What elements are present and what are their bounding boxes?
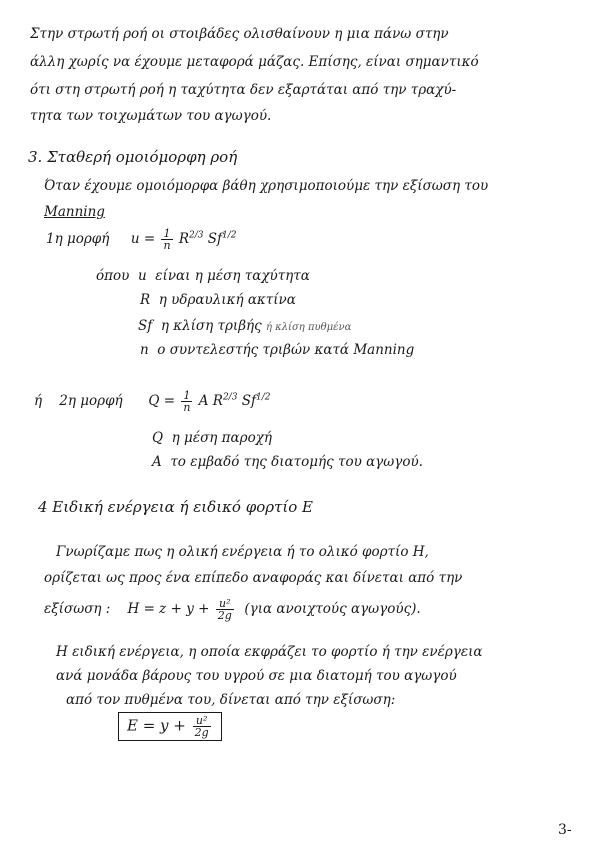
def-n (140, 344, 414, 358)
box-numerator: u² (193, 715, 211, 727)
box-fraction (193, 715, 211, 738)
para1-line-2: άλλη χωρίς να έχουμε μεταφορά μάζας. Επίσης, είναι σημαντικό (30, 54, 479, 70)
section4-p1-line-2: ορίζεται ως προς ένα επίπεδο αναφοράς και δίνεται από την (44, 570, 463, 586)
def-u-symbol: u (138, 268, 147, 284)
para1-line-1: Στην στρωτή ροή οι στοιβάδες ολισθαίνουν η μια πάνω στην (30, 26, 449, 42)
def-q-text: η μέση παροχή (171, 430, 272, 446)
form1-label: 1η μορφή (46, 231, 110, 247)
def-n-symbol: n (140, 342, 149, 358)
section3-intro: Όταν έχουμε ομοιόμορφα βάθη χρησιμοποιούμε την εξίσωση του (44, 178, 489, 194)
def-a-symbol: A (152, 454, 162, 470)
section4-p1-line-3: εξίσωση : (44, 601, 111, 617)
page-number: 3- (558, 822, 572, 838)
form1-lhs: u = (130, 231, 156, 247)
form2-lhs: Q = (148, 393, 176, 409)
form2-sf-exponent: 1/2 (255, 392, 271, 403)
eq1-lhs: H = z + y + (127, 601, 210, 617)
def-sf-symbol: Sf (138, 318, 153, 334)
form1-sf: Sf (207, 231, 223, 247)
def-n-text: ο συντελεστής τριβών κατά Manning (157, 342, 415, 358)
section4-p2-line-3: από τον πυθμένα του, δίνεται από την εξίσωση: (66, 692, 396, 708)
para1-line-3: ότι στη στρωτή ροή η ταχύτητα δεν εξαρτάται από την τραχύ- (30, 82, 457, 98)
form2-ar: A R (198, 393, 223, 409)
para1-line-4: τητα των τοιχωμάτων του αγωγού. (30, 108, 272, 124)
def-r (140, 294, 296, 308)
def-q (152, 432, 272, 446)
form2-label: 2η μορφή (59, 393, 123, 409)
section4-p2-line-2: ανά μονάδα βάρους του υγρού σε μια διατομή του αγωγού (56, 668, 457, 684)
eq1-numerator: u² (216, 598, 234, 610)
form1-r: R (178, 231, 189, 247)
def-r-text: η υδραυλική ακτίνα (158, 292, 296, 308)
box-lhs: E = y + (127, 716, 186, 735)
section4-p2-line-1: Η ειδική ενέργεια, η οποία εκφράζει το φορτίο ή την ενέργεια (56, 644, 483, 660)
form2-numerator: 1 (181, 390, 192, 402)
def-sf (138, 320, 351, 334)
form1-fraction (161, 228, 172, 251)
eq1-fraction (216, 598, 234, 621)
def-a (152, 456, 423, 470)
def-sf-text: η κλίση τριβής (160, 318, 262, 334)
def-r-symbol: R (140, 292, 151, 308)
eq1-denominator: 2g (217, 609, 232, 622)
form1-r-exponent: 2/3 (189, 230, 204, 241)
form1-denominator: n (163, 239, 171, 252)
where-label: όπου (96, 268, 130, 284)
def-sf-note: ή κλίση πυθμένα (265, 322, 352, 333)
form2-ar-exponent: 2/3 (222, 392, 238, 403)
eq1-note: (για ανοιχτούς αγωγούς). (244, 601, 421, 617)
specific-energy-equation-box (118, 712, 222, 741)
section3-heading: 3. Σταθερή ομοιόμορφη ροή (28, 148, 238, 166)
or-label: ή (34, 393, 43, 409)
form1-numerator: 1 (161, 228, 172, 240)
form1-sf-exponent: 1/2 (222, 230, 237, 241)
def-u-text: είναι η μέση ταχύτητα (155, 268, 310, 284)
def-a-text: το εμβαδό της διατομής του αγωγού. (170, 454, 423, 470)
section4-p1-line-1: Γνωρίζαμε πως η ολική ενέργεια ή το ολικό φορτίο H, (56, 544, 429, 560)
form1-equation (46, 228, 237, 251)
section4-heading: 4 Ειδική ενέργεια ή ειδικό φορτίο E (38, 498, 313, 516)
def-q-symbol: Q (152, 430, 164, 446)
manning-label: Manning (44, 204, 105, 220)
form2-sf: Sf (241, 393, 256, 409)
form2-equation (34, 390, 270, 413)
form2-fraction (181, 390, 192, 413)
def-u (138, 270, 310, 284)
box-denominator: 2g (194, 726, 209, 739)
form2-denominator: n (183, 401, 191, 414)
section4-eq1 (44, 598, 421, 621)
